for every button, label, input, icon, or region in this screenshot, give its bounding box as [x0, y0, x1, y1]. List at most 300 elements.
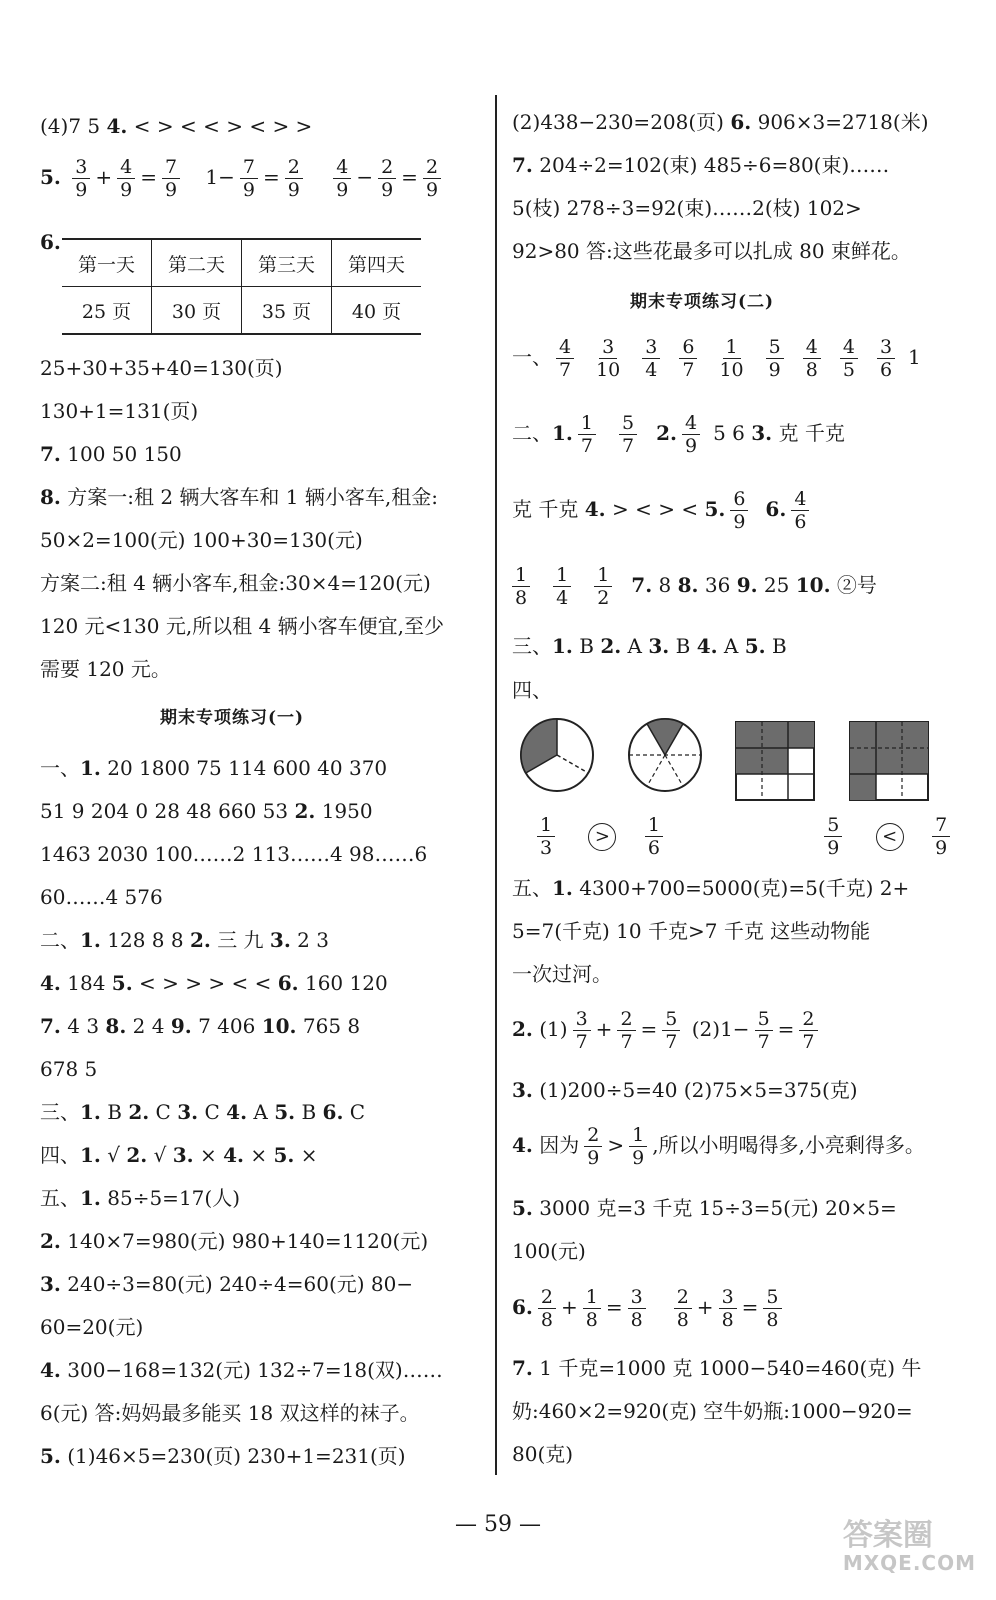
- question-number: 3.: [751, 421, 773, 445]
- numerator: 4: [682, 412, 700, 435]
- question-number: 1.: [80, 1100, 101, 1124]
- question-number: 9.: [736, 573, 758, 597]
- pages-table: [62, 238, 421, 335]
- question-number: 1.: [80, 756, 101, 780]
- denominator: 7: [802, 1031, 815, 1053]
- operator: =: [401, 165, 418, 189]
- answer-text: 2 3: [290, 928, 329, 952]
- numerator: 4: [803, 336, 821, 359]
- operator: 1−: [205, 165, 235, 189]
- table-header: 第四天: [332, 239, 422, 287]
- numerator: 7: [932, 814, 950, 837]
- numerator: 3: [573, 1008, 591, 1031]
- answer-text: 765 8: [296, 1014, 361, 1038]
- watermark-url: MXQE.COM: [842, 1551, 976, 1575]
- question-number: 4.: [512, 1133, 533, 1157]
- numerator: 3: [72, 156, 90, 179]
- answer-text: B: [295, 1100, 323, 1124]
- numerator: 2: [423, 156, 441, 179]
- denominator: 2: [597, 587, 610, 609]
- answer-text: 140×7=980(元) 980+140=1120(元): [60, 1229, 429, 1253]
- answer-text: B: [669, 634, 697, 658]
- answer-text: 906×3=2718(米): [751, 110, 929, 134]
- answer-text: (2)1−: [685, 1017, 750, 1041]
- question-number: 1.: [552, 876, 573, 900]
- question-number: 5.: [111, 971, 133, 995]
- fraction: [932, 814, 950, 859]
- operator: −: [356, 165, 374, 189]
- question-number: 4.: [40, 1358, 61, 1382]
- fraction: [682, 412, 700, 457]
- fraction: [799, 1008, 817, 1053]
- fraction: [662, 1008, 680, 1053]
- circle-one-third-figure: [518, 716, 596, 794]
- question-number: 7.: [512, 153, 533, 177]
- denominator: 7: [682, 359, 695, 381]
- question-number: 1.: [552, 634, 573, 658]
- fraction: [593, 336, 623, 381]
- fraction: [512, 564, 530, 609]
- denominator: 9: [587, 1147, 600, 1169]
- question-number: 6.: [512, 1295, 533, 1319]
- operator: =: [263, 165, 280, 189]
- question-number: 6.: [765, 497, 787, 521]
- answer-text: 100 50 150: [60, 442, 182, 466]
- answer-line: [512, 1354, 921, 1382]
- question-number: 2.: [656, 421, 677, 445]
- section-marker: 四、: [512, 678, 552, 702]
- answer-line: 92>80 答:这些花最多可以扎成 80 束鲜花。: [512, 239, 911, 263]
- fraction: [628, 1286, 646, 1331]
- question-number: 9.: [170, 1014, 192, 1038]
- question-number: 5.: [274, 1100, 296, 1124]
- operator: =: [140, 165, 157, 189]
- numerator: 5: [662, 1008, 680, 1031]
- question-number: 10.: [261, 1014, 297, 1038]
- question-number: 2.: [126, 1143, 148, 1167]
- fraction: [553, 564, 571, 609]
- fraction: [333, 156, 351, 201]
- answer-line: 25+30+35+40=130(页): [40, 356, 283, 380]
- question-number: 3.: [512, 1078, 533, 1102]
- numerator: 2: [799, 1008, 817, 1031]
- answer-line: [40, 112, 312, 140]
- answer-text: < > < < > < > >: [127, 114, 313, 138]
- denominator: 8: [515, 587, 528, 609]
- question-number: 10.: [795, 573, 831, 597]
- table-cell: 30 页: [152, 287, 242, 335]
- answer-text: 51 9 204 0 28 48 660 53: [40, 799, 295, 823]
- answer-line: [512, 1194, 897, 1222]
- question-number: 8.: [40, 485, 61, 509]
- numerator: 7: [162, 156, 180, 179]
- answer-line: [40, 1098, 365, 1126]
- question-number: 8.: [105, 1014, 127, 1038]
- answer-line: 100(元): [512, 1239, 586, 1263]
- answer-text: ×: [193, 1143, 224, 1167]
- answer-line: [512, 1076, 858, 1104]
- denominator: 8: [630, 1309, 643, 1331]
- denominator: 8: [721, 1309, 734, 1331]
- question-number: 7.: [631, 573, 653, 597]
- answer-line: 一次过河。: [512, 962, 612, 986]
- section-marker: 五、: [40, 1186, 80, 1210]
- answer-text: (1)200÷5=40 (2)75×5=375(克): [532, 1078, 858, 1102]
- answer-line: [40, 1270, 413, 1298]
- question-number: 3.: [269, 928, 291, 952]
- denominator: 8: [766, 1309, 779, 1331]
- denominator: 7: [575, 1031, 588, 1053]
- numerator: 5: [619, 412, 637, 435]
- fraction: [594, 564, 612, 609]
- watermark-text: 答案圈: [842, 1518, 933, 1553]
- operator: =: [741, 1295, 759, 1319]
- answer-text: 克 千克: [772, 421, 845, 445]
- answer-line: [40, 1442, 406, 1470]
- section-marker: 一、: [512, 345, 552, 369]
- denominator: 6: [794, 511, 807, 533]
- denominator: 7: [757, 1031, 770, 1053]
- answer-line: [40, 969, 388, 997]
- fraction: [573, 1008, 591, 1053]
- numerator: 3: [628, 1286, 646, 1309]
- denominator: 10: [596, 359, 621, 381]
- operator: +: [595, 1017, 613, 1041]
- denominator: 10: [719, 359, 744, 381]
- answer-text: > < > <: [605, 497, 705, 521]
- answer-text: A: [621, 634, 649, 658]
- question-number: 1.: [552, 421, 573, 445]
- numerator: 5: [766, 336, 784, 359]
- answer-line: 50×2=100(元) 100+30=130(元): [40, 528, 363, 552]
- numerator: 7: [240, 156, 258, 179]
- fraction: [629, 1124, 647, 1169]
- fraction-line: [512, 412, 845, 457]
- answer-text: C: [149, 1100, 178, 1124]
- question-number: 7.: [40, 1014, 61, 1038]
- table-header: 第一天: [62, 239, 152, 287]
- question-number: 2.: [512, 1017, 533, 1041]
- answer-text: B: [100, 1100, 129, 1124]
- section-marker: 二、: [40, 928, 80, 952]
- numerator: 1: [512, 564, 530, 587]
- numerator: 1: [583, 1286, 601, 1309]
- answer-text: 8: [652, 573, 678, 597]
- denominator: 9: [684, 435, 698, 457]
- section-marker: 四、: [40, 1143, 80, 1167]
- square-five-ninths-figure: [734, 720, 818, 804]
- answer-line: [40, 1141, 317, 1169]
- page-number: — 59 —: [455, 1512, 541, 1537]
- numerator: 6: [730, 488, 748, 511]
- denominator: 9: [425, 179, 439, 201]
- answer-text: 4300+700=5000(克)=5(千克) 2+: [572, 876, 910, 900]
- answer-line: 5(枝) 278÷3=92(束)……2(枝) 102>: [512, 196, 862, 220]
- denominator: 9: [336, 179, 349, 201]
- fraction: [755, 1008, 773, 1053]
- fraction: [537, 814, 555, 859]
- numerator: 5: [824, 814, 842, 837]
- table-cell: 35 页: [242, 287, 332, 335]
- numerator: 2: [674, 1286, 692, 1309]
- answer-line: 60……4 576: [40, 885, 163, 909]
- denominator: 4: [645, 359, 658, 381]
- question-number: 6.: [730, 110, 752, 134]
- answer-text: 1: [908, 345, 921, 369]
- question-number: 4.: [696, 634, 718, 658]
- fraction: [117, 156, 135, 201]
- answer-line: 6(元) 答:妈妈最多能买 18 双这样的袜子。: [40, 1401, 420, 1425]
- answer-text: A: [717, 634, 745, 658]
- table-header: 第三天: [242, 239, 332, 287]
- question-number: 3.: [172, 1143, 194, 1167]
- answer-text: ②号: [830, 573, 877, 597]
- answer-text: B: [765, 634, 787, 658]
- table-header-row: [62, 239, 421, 287]
- answer-line: 80(克): [512, 1442, 574, 1466]
- answer-text: (4)7 5: [40, 114, 107, 138]
- answer-text: C: [198, 1100, 227, 1124]
- numerator: 1: [629, 1124, 647, 1147]
- fraction: [642, 336, 660, 381]
- question-number: 5.: [40, 165, 61, 189]
- fraction: [730, 488, 748, 533]
- question-number: 4.: [106, 114, 128, 138]
- question-number: 7.: [40, 442, 61, 466]
- numerator: 4: [556, 336, 574, 359]
- denominator: 8: [676, 1309, 689, 1331]
- question-number: 4.: [584, 497, 606, 521]
- question-number: 4.: [226, 1100, 248, 1124]
- numerator: 1: [723, 336, 741, 359]
- question-number: 3.: [177, 1100, 199, 1124]
- fraction: [240, 156, 258, 201]
- fraction: [763, 1286, 781, 1331]
- fraction-list: [552, 336, 900, 381]
- answer-text: C: [343, 1100, 366, 1124]
- denominator: 9: [733, 511, 746, 533]
- fraction: [619, 412, 637, 457]
- answer-line: 130+1=131(页): [40, 399, 199, 423]
- fraction-line: [512, 564, 877, 609]
- answer-line: [512, 151, 889, 179]
- question-number: 5.: [40, 1444, 61, 1468]
- fraction: [679, 336, 697, 381]
- answer-text: 160 120: [298, 971, 388, 995]
- denominator: 4: [556, 587, 569, 609]
- fraction: [162, 156, 180, 201]
- question-number: 5.: [704, 497, 726, 521]
- table-row: [62, 287, 421, 335]
- numerator: 3: [642, 336, 660, 359]
- numerator: 2: [538, 1286, 556, 1309]
- question-number: 2.: [40, 1229, 61, 1253]
- answer-line: [40, 1184, 240, 1212]
- answer-text: ×: [294, 1143, 318, 1167]
- answer-text: 300−168=132(元) 132÷7=18(双)……: [60, 1358, 443, 1382]
- answer-text: (2)438−230=208(页): [512, 110, 731, 134]
- square-seven-ninths-figure: [848, 720, 932, 804]
- numerator: 4: [333, 156, 351, 179]
- denominator: 7: [621, 435, 635, 457]
- answer-text: ,所以小明喝得多,小亮剩得多。: [652, 1133, 925, 1157]
- fraction: [840, 336, 858, 381]
- denominator: 9: [381, 179, 394, 201]
- fraction-line: [40, 156, 446, 201]
- numerator: 2: [378, 156, 396, 179]
- fraction-line: [512, 1286, 787, 1331]
- answer-line: [512, 108, 929, 136]
- answer-text: 240÷3=80(元) 240÷4=60(元) 80−: [60, 1272, 414, 1296]
- answer-text: 5 6: [713, 421, 752, 445]
- question-number: 2.: [189, 928, 211, 952]
- section-marker: 五、: [512, 876, 552, 900]
- answer-text: 85÷5=17(人): [100, 1186, 240, 1210]
- numerator: 3: [877, 336, 895, 359]
- numerator: 5: [763, 1286, 781, 1309]
- fraction: [877, 336, 895, 381]
- answer-text: 7 406: [191, 1014, 262, 1038]
- question-number: 4.: [223, 1143, 244, 1167]
- question-number: 1.: [80, 1186, 101, 1210]
- question-number: 6.: [40, 230, 61, 254]
- circle-one-sixth-figure: [626, 716, 704, 794]
- numerator: 2: [584, 1124, 602, 1147]
- fraction: [716, 336, 746, 381]
- fraction: [285, 156, 303, 201]
- answer-text: B: [572, 634, 601, 658]
- fraction-line: [512, 1124, 925, 1169]
- fraction: [617, 1008, 635, 1053]
- section-marker: 二、: [512, 421, 552, 445]
- fraction: [72, 156, 90, 201]
- table-header: 第二天: [152, 239, 242, 287]
- section-title: 期末专项练习(一): [160, 708, 305, 728]
- question-number: 6.: [322, 1100, 344, 1124]
- numerator: 2: [285, 156, 303, 179]
- numerator: 4: [117, 156, 135, 179]
- answer-text: 方案一:租 2 辆大客车和 1 辆小客车,租金:: [60, 485, 438, 509]
- comparison-sign: >: [588, 823, 616, 851]
- denominator: 9: [287, 179, 300, 201]
- operator: =: [777, 1017, 795, 1041]
- question-number: 8.: [677, 573, 699, 597]
- denominator: 8: [585, 1309, 598, 1331]
- fraction-line: [512, 488, 814, 533]
- answer-text: 2 4: [126, 1014, 171, 1038]
- answer-line: [40, 440, 182, 468]
- answer-text: √: [147, 1143, 173, 1167]
- question-number: 1.: [80, 928, 101, 952]
- fraction: [674, 1286, 692, 1331]
- answer-text: 克 千克: [512, 497, 585, 521]
- denominator: 6: [879, 359, 893, 381]
- answer-text: 184: [60, 971, 112, 995]
- numerator: 5: [755, 1008, 773, 1031]
- numerator: 1: [594, 564, 612, 587]
- numerator: 1: [537, 814, 555, 837]
- question-number: 1.: [80, 1143, 101, 1167]
- denominator: 6: [647, 837, 660, 859]
- answer-line: 60=20(元): [40, 1315, 144, 1339]
- operator: =: [605, 1295, 623, 1319]
- answer-text: A: [247, 1100, 275, 1124]
- answer-line: [40, 483, 438, 511]
- question-number: 3.: [648, 634, 670, 658]
- question-number: 4.: [40, 971, 61, 995]
- answer-text: 204÷2=102(束) 485÷6=80(束)……: [532, 153, 890, 177]
- question-number: 2.: [294, 799, 316, 823]
- denominator: 9: [935, 837, 948, 859]
- answer-line: 5=7(千克) 10 千克>7 千克 这些动物能: [512, 919, 871, 943]
- answer-text: 20 1800 75 114 600 40 370: [100, 756, 388, 780]
- answer-line: 需要 120 元。: [40, 657, 171, 681]
- question-number: 5.: [512, 1196, 533, 1220]
- answer-text: < > > > < <: [132, 971, 278, 995]
- fraction: [766, 336, 784, 381]
- question-number: 5.: [273, 1143, 295, 1167]
- denominator: 7: [559, 359, 572, 381]
- numerator: 3: [599, 336, 617, 359]
- fraction: [719, 1286, 737, 1331]
- numerator: 1: [645, 814, 663, 837]
- denominator: 7: [580, 435, 593, 457]
- fraction-line: [512, 336, 921, 381]
- answer-line: [40, 1356, 443, 1384]
- answer-text: (1): [532, 1017, 568, 1041]
- fraction: [645, 814, 663, 859]
- answer-line: [40, 754, 387, 782]
- operator: +: [560, 1295, 578, 1319]
- answer-line: [40, 1227, 428, 1255]
- fraction: [824, 814, 842, 859]
- section-title: 期末专项练习(二): [630, 292, 775, 312]
- answer-line: 方案二:租 4 辆小客车,租金:30×4=120(元): [40, 571, 431, 595]
- operator: >: [607, 1133, 625, 1157]
- section-marker: 一、: [40, 756, 80, 780]
- denominator: 7: [620, 1031, 633, 1053]
- section-marker: 三、: [40, 1100, 80, 1124]
- answer-text: 4 3: [60, 1014, 106, 1038]
- answer-line: [512, 874, 909, 902]
- denominator: 9: [75, 179, 88, 201]
- answer-text: 1950: [315, 799, 373, 823]
- answer-text: 三 九: [210, 928, 270, 952]
- numerator: 4: [840, 336, 858, 359]
- watermark-logo: [843, 1520, 976, 1574]
- fraction: [583, 1286, 601, 1331]
- answer-line: [40, 1012, 360, 1040]
- denominator: 9: [242, 179, 255, 201]
- operator: +: [696, 1295, 714, 1319]
- answer-line: 678 5: [40, 1057, 98, 1081]
- answer-text: √: [100, 1143, 127, 1167]
- question-number: 2.: [600, 634, 622, 658]
- fraction: [556, 336, 574, 381]
- fraction: [803, 336, 821, 381]
- question-number: 6.: [277, 971, 299, 995]
- answer-line: [40, 926, 329, 954]
- denominator: 9: [827, 837, 840, 859]
- question-number: 5.: [744, 634, 766, 658]
- table-cell: 40 页: [332, 287, 422, 335]
- denominator: 9: [164, 179, 178, 201]
- fraction: [791, 488, 809, 533]
- numerator: 1: [578, 412, 596, 435]
- denominator: 7: [665, 1031, 678, 1053]
- denominator: 8: [540, 1309, 553, 1331]
- numerator: 4: [791, 488, 809, 511]
